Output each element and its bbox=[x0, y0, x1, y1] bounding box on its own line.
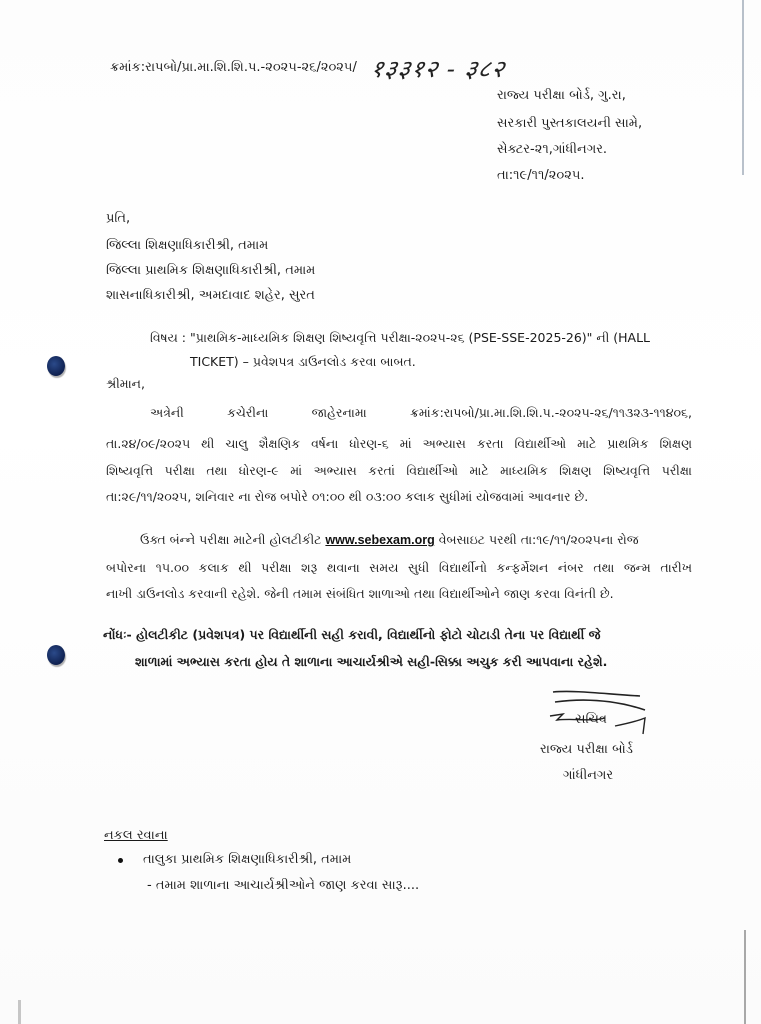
punch-hole-icon bbox=[47, 645, 65, 665]
body-paragraph-2-line bbox=[140, 532, 639, 548]
note-line: શાળામાં અભ્યાસ કરતા હોય તે શાળાના આચાર્યશ્રીએ સહી-સિક્કા અચુક કરી આપવાના રહેશે. bbox=[135, 654, 608, 669]
signatory-organization: રાજ્ય પરીક્ષા બોર્ડ bbox=[540, 742, 633, 757]
paper-edge-left-bottom bbox=[18, 1000, 21, 1024]
greeting: શ્રીમાન, bbox=[106, 376, 145, 391]
handwritten-outward-number: १३३१२ - ३८२ bbox=[368, 55, 508, 83]
sender-address-line: રાજ્ય પરીક્ષા બોર્ડ, ગુ.રા, bbox=[497, 88, 626, 103]
paper-edge-right-bottom bbox=[744, 930, 746, 1024]
copy-to-sub-item: - તમામ શાળાના આચાર્યશ્રીઓને જાણ કરવા સારૂ.... bbox=[147, 878, 420, 893]
body-paragraph-1-line: શિષ્યવૃત્તિ પરીક્ષા તથા ધોરણ-૯ માં અભ્યાસ કરતાં વિદ્યાર્થીઓ માટે માધ્યમિક શિક્ષણ શિષ્યવૃત્તિ પરીક્ષા bbox=[106, 463, 692, 478]
body-paragraph-2-line: બપોરના ૧૫.૦૦ કલાક થી પરીક્ષા શરૂ થવાના સમય સુધી વિદ્યાર્થીનો કન્ફર્મેશન નંબર તથા જન્મ તારીખ bbox=[106, 560, 692, 575]
signatory-city: ગાંધીનગર bbox=[563, 768, 614, 783]
copy-to-heading: નકલ રવાના bbox=[104, 828, 168, 843]
recipient-line: જિલ્લા શિક્ષણાધિકારીશ્રી, તમામ bbox=[106, 238, 269, 253]
subject-line: વિષય : "પ્રાથમિક-માધ્યમિક શિક્ષણ શિષ્યવૃત્તિ પરીક્ષા-૨૦૨૫-૨૬ (PSE-SSE-2025-26)" ની (HALL bbox=[150, 330, 651, 345]
paragraph-2-text: વેબસાઇટ પરથી તા:૧૯/૧૧/૨૦૨૫ના રોજ bbox=[434, 532, 639, 547]
paper-edge-right bbox=[742, 0, 744, 175]
copy-to-item: તાલુકા પ્રાથમિક શિક્ષણાધિકારીશ્રી, તમામ bbox=[143, 852, 352, 867]
recipient-line: જિલ્લા પ્રાથમિક શિક્ષણાધિકારીશ્રી, તમામ bbox=[106, 263, 316, 278]
body-paragraph-1-line: તા:૨૯/૧૧/૨૦૨૫, શનિવાર ના રોજ બપોરે ૦૧:૦૦ થી ૦૩:૦૦ કલાક સુધીમાં યોજવામાં આવનાર છે. bbox=[106, 489, 589, 504]
subject-line-continued: TICKET) – પ્રવેશપત્ર ડાઉનલોડ કરવા બાબત. bbox=[190, 354, 416, 369]
punch-hole-icon bbox=[47, 356, 65, 376]
body-paragraph-2-line: નાખી ડાઉનલોડ કરવાની રહેશે. જેની તમામ સંબંધિત શાળાઓ તથા વિદ્યાર્થીઓને જાણ કરવા વિનંતી છે. bbox=[106, 586, 614, 601]
signatory-designation: સચિવ bbox=[575, 712, 607, 727]
sebexam-website-link[interactable]: www.sebexam.org bbox=[325, 533, 435, 547]
reference-number: ક્રમાંક:રાપબો/પ્રા.મા.શિ.શિ.પ.-૨૦૨૫-૨૬/૨૦૨૫/ bbox=[110, 60, 357, 75]
recipient-to-label: પ્રતિ, bbox=[106, 211, 131, 226]
sender-address-line: સેક્ટર-૨૧,ગાંધીનગર. bbox=[497, 142, 608, 157]
paragraph-2-text: ઉક્ત બંન્ને પરીક્ષા માટેની હોલટીકીટ bbox=[140, 532, 326, 547]
body-paragraph-1-line: અત્રેની કચેરીના જાહેરનામા ક્રમાંક:રાપબો/પ્રા.મા.શિ.શિ.પ.-૨૦૨૫-૨૬/૧૧૩૨૩-૧૧૪૦૬, bbox=[150, 405, 692, 420]
sender-address-line: સરકારી પુસ્તકાલયની સામે, bbox=[497, 116, 643, 131]
bullet-icon bbox=[118, 858, 123, 863]
recipient-line: શાસનાધિકારીશ્રી, અમદાવાદ શહેર, સુરત bbox=[106, 288, 315, 303]
letter-date: તા:૧૯/૧૧/૨૦૨૫. bbox=[497, 168, 585, 183]
body-paragraph-1-line: તા.૨૪/૦૯/૨૦૨૫ થી ચાલુ શૈક્ષણિક વર્ષના ધોરણ-૬ માં અભ્યાસ કરતા વિદ્યાર્થીઓ માટે પ્રાથમિક શિક્ષણ bbox=[106, 436, 692, 451]
note-line: નોંધઃ- હોલટીકીટ (પ્રવેશપત્ર) પર વિદ્યાર્થીની સહી કરાવી, વિદ્યાર્થીનો ફોટો ચોટાડી તેના પર વિદ્યાર્થી જે bbox=[103, 627, 601, 642]
